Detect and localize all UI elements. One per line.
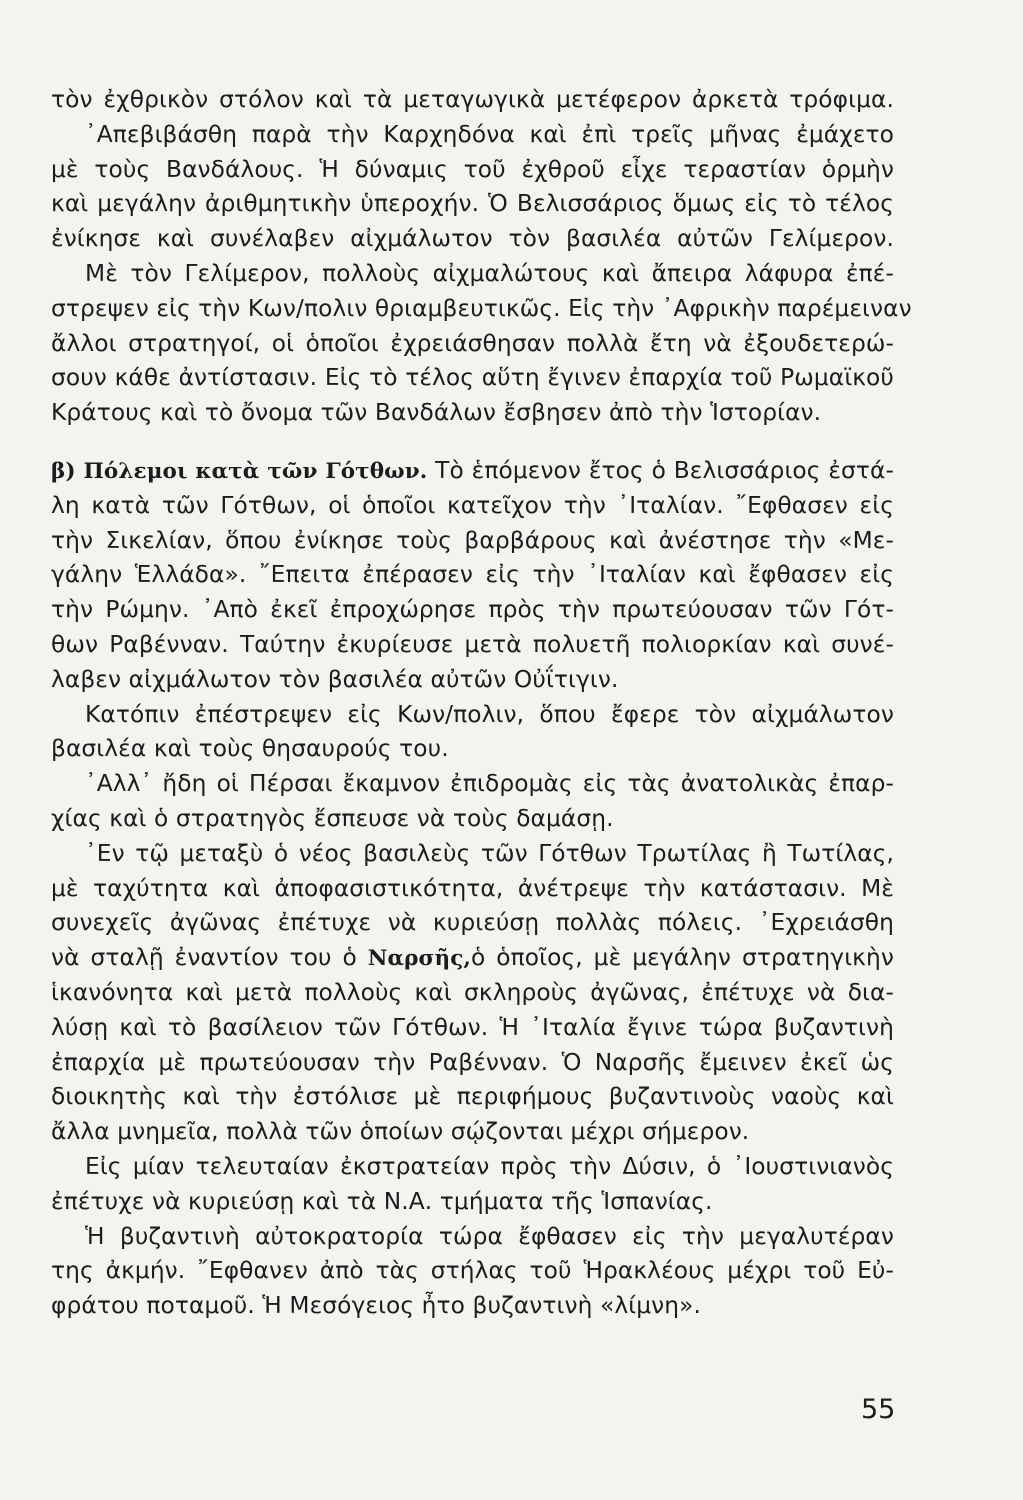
- narses-name: Ναρσῆς,: [367, 946, 472, 972]
- text-line: ᾿Εν τῷ μεταξὺ ὁ νέος βασιλεὺς τῶν Γότθων Τρωτίλας ἢ Τωτίλας,: [85, 839, 894, 867]
- text-line: σουν κάθε ἀντίστασιν. Εἰς τὸ τέλος αὕτη ἔγινεν ἐπαρχία τοῦ Ρωμαϊκοῦ: [51, 364, 894, 392]
- body-text: [51, 83, 912, 1324]
- text-line: βασιλέα καὶ τοὺς θησαυρούς του.: [51, 735, 449, 763]
- text-line: χίας καὶ ὁ στρατηγὸς ἔσπευσε νὰ τοὺς δαμάσῃ.: [51, 804, 614, 832]
- text-line: φράτου ποταμοῦ. Ἡ Μεσόγειος ἦτο βυζαντινὴ «λίμνη».: [51, 1292, 701, 1320]
- text-line: γάλην Ἑλλάδα». ῎Επειτα ἐπέρασεν εἰς τὴν ᾿Ιταλίαν καὶ ἔφθασεν εἰς: [51, 561, 894, 589]
- text-line: τὴν Σικελίαν, ὅπου ἐνίκησε τοὺς βαρβάρους καὶ ἀνέστησε τὴν «Με-: [51, 526, 894, 554]
- text-line: συνεχεῖς ἀγῶνας ἐπέτυχε νὰ κυριεύσῃ πολλὰς πόλεις. ᾿Εχρειάσθη: [51, 909, 894, 937]
- text-line: λη κατὰ τῶν Γότθων, οἱ ὁποῖοι κατεῖχον τὴν ᾿Ιταλίαν. ῎Εφθασεν εἰς: [51, 491, 894, 519]
- text-line: στρεψεν εἰς τὴν Κων/πολιν θριαμβευτικῶς. Εἰς τὴν ᾿Αφρικὴν παρέμειναν: [51, 294, 912, 322]
- text-line: ἄλλοι στρατηγοί, οἱ ὁποῖοι ἐχρειάσθησαν πολλὰ ἔτη νὰ ἐξουδετερώ-: [51, 329, 894, 357]
- text-line: μὲ ταχύτητα καὶ ἀποφασιστικότητα, ἀνέτρεψε τὴν κατάστασιν. Μὲ: [51, 874, 894, 902]
- text-line: ἄλλα μνημεῖα, πολλὰ τῶν ὁποίων σῴζονται μέχρι σήμερον.: [51, 1118, 750, 1146]
- text-line: λαβεν αἰχμάλωτον τὸν βασιλέα αὐτῶν Οὐΐτιγιν.: [51, 665, 619, 693]
- text-span: ὁ ὁποῖος, μὲ μεγάλην στρατηγικὴν: [471, 944, 894, 972]
- narses-line: [51, 941, 894, 976]
- text-line: της ἀκμήν. ῎Εφθανεν ἀπὸ τὰς στήλας τοῦ Ἡρακλέους μέχρι τοῦ Εὐ-: [51, 1257, 894, 1285]
- section-heading: β) Πόλεμοι κατὰ τῶν Γότθων.: [51, 458, 428, 484]
- section-gap: [51, 431, 894, 454]
- text-line: ἐνίκησε καὶ συνέλαβεν αἰχμάλωτον τὸν βασιλέα αὐτῶν Γελίμερον.: [51, 225, 894, 253]
- section-b-first-line: [51, 454, 894, 489]
- text-line: Κατόπιν ἐπέστρεψεν εἰς Κων/πολιν, ὅπου ἔφερε τὸν αἰχμάλωτον: [85, 700, 894, 728]
- text-line: τὴν Ρώμην. ᾿Απὸ ἐκεῖ ἐπροχώρησε πρὸς τὴν πρωτεύουσαν τῶν Γότ-: [51, 596, 894, 624]
- page-number: 55: [861, 1394, 896, 1425]
- text-line: καὶ μεγάλην ἀριθμητικὴν ὑπεροχήν. Ὁ Βελισσάριος ὅμως εἰς τὸ τέλος: [51, 190, 894, 218]
- text-line: λύσῃ καὶ τὸ βασίλειον τῶν Γότθων. Ἡ ᾿Ιταλία ἔγινε τώρα βυζαντινὴ: [51, 1013, 894, 1041]
- text-line: ἐπέτυχε νὰ κυριεύσῃ καὶ τὰ Ν.Α. τμήματα τῆς Ἱσπανίας.: [51, 1187, 713, 1215]
- text-line: Εἰς μίαν τελευταίαν ἐκστρατείαν πρὸς τὴν Δύσιν, ὁ ᾿Ιουστινιανὸς: [85, 1152, 894, 1180]
- text-line: ἐπαρχία μὲ πρωτεύουσαν τὴν Ραβένναν. Ὁ Ναρσῆς ἔμεινεν ἐκεῖ ὡς: [51, 1048, 894, 1076]
- text-line: ᾿Αλλ᾿ ἤδη οἱ Πέρσαι ἔκαμνον ἐπιδρομὰς εἰς τὰς ἀνατολικὰς ἐπαρ-: [85, 770, 894, 798]
- text-line: θων Ραβένναν. Ταύτην ἐκυρίευσε μετὰ πολυετῆ πολιορκίαν καὶ συνέ-: [51, 630, 894, 658]
- text-line: ἱκανόνητα καὶ μετὰ πολλοὺς καὶ σκληροὺς ἀγῶνας, ἐπέτυχε νὰ δια-: [51, 978, 894, 1006]
- text-line: Μὲ τὸν Γελίμερον, πολλοὺς αἰχμαλώτους καὶ ἄπειρα λάφυρα ἐπέ-: [85, 259, 894, 287]
- text-line: Ἡ βυζαντινὴ αὐτοκρατορία τώρα ἔφθασεν εἰς τὴν μεγαλυτέραν: [85, 1222, 894, 1250]
- text-line: ᾿Απεβιβάσθη παρὰ τὴν Καρχηδόνα καὶ ἐπὶ τρεῖς μῆνας ἐμάχετο: [85, 120, 894, 148]
- text-line: μὲ τοὺς Βανδάλους. Ἡ δύναμις τοῦ ἐχθροῦ εἶχε τεραστίαν ὁρμὴν: [51, 155, 894, 183]
- text-line: Κράτους καὶ τὸ ὄνομα τῶν Βανδάλων ἔσβησεν ἀπὸ τὴν Ἱστορίαν.: [51, 399, 822, 427]
- text-line: τὸν ἐχθρικὸν στόλον καὶ τὰ μεταγωγικὰ μετέφερον ἀρκετὰ τρόφιμα.: [51, 86, 894, 113]
- text-span: Τὸ ἑπόμενον ἔτος ὁ Βελισσάριος ἐστά-: [435, 456, 895, 484]
- text-span: νὰ σταλῇ ἐναντίον του ὁ: [51, 944, 368, 972]
- text-line: διοικητὴς καὶ τὴν ἐστόλισε μὲ περιφήμους βυζαντινοὺς ναοὺς καὶ: [51, 1083, 894, 1111]
